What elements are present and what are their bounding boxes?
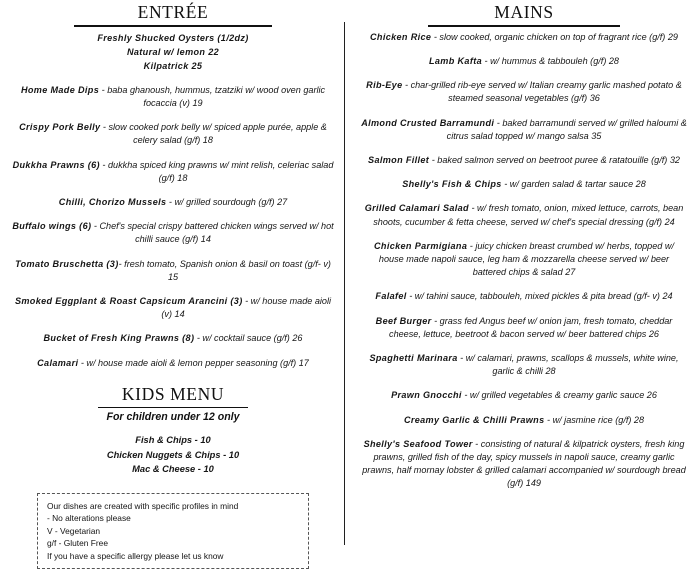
item-description: - baked salmon served on beetroot puree & ratatouille (g/f) 32 — [429, 154, 680, 165]
kids-heading-rule — [98, 407, 248, 409]
menu-item — [361, 117, 687, 143]
item-description: - w/ grilled vegetables & creamy garlic sauce 26 — [461, 390, 657, 401]
item-description: - baked barramundi served w/ grilled haloumi & citrus salad topped w/ mango salsa 35 — [446, 117, 687, 141]
dietary-note-line: - No alterations please — [47, 513, 131, 524]
kids-menu-section — [8, 384, 338, 477]
menu-item — [10, 357, 336, 370]
menu-item — [361, 389, 687, 402]
kids-heading-text: KIDS MENU — [121, 383, 225, 404]
oysters-block — [8, 31, 338, 73]
item-description: - w/ house made aioli & lemon pepper seasoning (g/f) 17 — [78, 357, 309, 368]
spacer — [8, 148, 338, 159]
oysters-title — [23, 31, 323, 45]
menu-item — [10, 258, 336, 284]
kids-item-list — [8, 433, 338, 477]
spacer — [360, 378, 688, 389]
dietary-note-box — [37, 493, 309, 569]
mains-heading-text: MAINS — [494, 2, 554, 22]
spacer — [8, 209, 338, 220]
menu-item — [361, 202, 687, 228]
item-description: - w/ house made aioli (v) 14 — [161, 295, 332, 320]
item-description: - juicy chicken breast crumbed w/ herbs, topped w/ house made napoli sauce, leg ham & mozzarella cheese served w/ beer battered chips & salad 27 — [378, 240, 674, 278]
item-name: Chicken Parmigiana — [374, 240, 468, 251]
kids-section-heading — [8, 384, 338, 409]
spacer — [360, 106, 688, 117]
menu-item — [368, 290, 680, 303]
menu-item — [361, 154, 687, 167]
oysters-option-text: Kilpatrick 25 — [143, 60, 203, 71]
spacer — [360, 143, 688, 154]
item-name: Crispy Pork Belly — [19, 122, 101, 133]
spacer — [360, 68, 688, 79]
spacer — [360, 191, 688, 202]
column-divider — [344, 22, 345, 545]
item-name: Salmon Fillet — [368, 154, 430, 165]
menu-item — [10, 295, 336, 321]
oysters-title-text: Freshly Shucked Oysters (1/2dz) — [97, 32, 249, 43]
entree-section-heading — [8, 2, 338, 27]
spacer — [360, 167, 688, 178]
kids-subtitle: For children under 12 only — [106, 411, 240, 424]
menu-item — [10, 121, 336, 147]
item-name: Home Made Dips — [20, 84, 100, 95]
oysters-option-text: Natural w/ lemon 22 — [126, 46, 220, 57]
spacer — [8, 247, 338, 258]
menu-item — [10, 220, 336, 246]
item-name: Falafel — [375, 291, 407, 302]
spacer — [360, 304, 688, 315]
spacer — [360, 341, 688, 352]
item-description: - w/ tahini sauce, tabbouleh, mixed pickles & pita bread (g/f- v) 24 — [406, 291, 673, 302]
item-name: Shelly's Seafood Tower — [363, 438, 473, 449]
item-description: - dukkha spiced king prawns w/ mint relish, celeriac salad (g/f) 18 — [99, 159, 334, 183]
spacer — [8, 321, 338, 332]
item-description: - w/ grilled sourdough (g/f) 27 — [166, 196, 288, 207]
item-description: - w/ calamari, prawns, scallops & mussels, white wine, garlic & chilli 28 — [457, 352, 679, 377]
kids-menu-item: Chicken Nuggets & Chips - 10 — [106, 449, 240, 460]
item-name: Buffalo wings (6) — [12, 221, 92, 232]
spacer — [8, 73, 338, 84]
item-description: - grass fed Angus beef w/ onion jam, fresh tomato, cheddar cheese, lettuce, beetroot & bacon served w/ beer battered chips 26 — [389, 315, 673, 339]
menu-item — [361, 79, 687, 105]
menu-item — [361, 55, 687, 68]
item-description: - w/ jasmine rice (g/f) 28 — [544, 414, 645, 425]
item-name: Prawn Gnocchi — [391, 390, 462, 401]
item-description: - consisting of natural & kilpatrick oysters, fresh king prawns, grilled fish of the day, spicy mussels in napoli sauce, creamy garlic prawns, half mornay lobster & grilled calamari accompanied w/ sourdough bread (g/f) 149 — [362, 438, 686, 489]
menu-item — [361, 352, 687, 378]
menu-item — [10, 84, 336, 110]
mains-column — [348, 0, 696, 571]
item-name: Chicken Rice — [370, 31, 432, 42]
spacer — [360, 427, 688, 438]
oysters-option — [23, 59, 323, 73]
item-description: - slow cooked pork belly w/ spiced apple purée, apple & celery salad (g/f) 18 — [100, 122, 327, 146]
item-description: - w/ cocktail sauce (g/f) 26 — [194, 333, 303, 344]
menu-item — [361, 240, 687, 280]
item-description: - slow cooked, organic chicken on top of fragrant rice (g/f) 29 — [431, 31, 678, 42]
dietary-note-line: V - Vegetarian — [47, 525, 101, 536]
item-name: Dukkha Prawns (6) — [12, 159, 100, 170]
item-name: Beef Burger — [375, 315, 432, 326]
spacer — [360, 229, 688, 240]
item-name: Calamari — [37, 357, 79, 368]
item-name: Shelly's Fish & Chips — [402, 179, 502, 190]
kids-menu-item: Mac & Cheese - 10 — [132, 464, 214, 475]
entree-heading-text: ENTRÉE — [137, 2, 209, 22]
menu-item — [10, 196, 336, 209]
item-description: - baba ghanoush, hummus, tzatziki w/ wood oven garlic focaccia (v) 19 — [99, 84, 326, 108]
menu-item — [361, 31, 687, 44]
item-name: Grilled Calamari Salad — [364, 203, 469, 214]
menu-item — [10, 332, 336, 345]
menu-item — [361, 438, 687, 491]
spacer — [8, 110, 338, 121]
item-name: Lamb Kafta — [428, 55, 483, 66]
menu-item — [361, 414, 687, 427]
item-description: - Chef's special crispy battered chicken wings served w/ hot chilli sauce (g/f) 14 — [91, 221, 334, 245]
item-description: - fresh tomato, Spanish onion & basil on toast (g/f- v) 15 — [118, 258, 331, 282]
item-description: - char-grilled rib-eye served w/ Italian creamy garlic mashed potato & steamed seasonal vegetables (g/f) 36 — [402, 80, 682, 104]
dietary-note-line: Our dishes are created with specific profiles in mind — [47, 500, 239, 511]
item-name: Creamy Garlic & Chilli Prawns — [403, 414, 545, 425]
item-name: Rib-Eye — [366, 80, 403, 91]
spacer — [360, 403, 688, 414]
dietary-note-line: g/f - Gluten Free — [47, 538, 108, 549]
mains-section-heading — [360, 2, 688, 27]
item-description: - w/ fresh tomato, onion, mixed lettuce, carrots, bean shoots, cucumber & fetta cheese, served w/ chef's special dressing (g/f) 24 — [373, 203, 684, 227]
item-description: - w/ garden salad & tartar sauce 28 — [501, 179, 646, 190]
menu-item — [361, 315, 687, 341]
menu-item — [361, 178, 687, 191]
spacer — [360, 279, 688, 290]
item-name: Chilli, Chorizo Mussels — [58, 196, 167, 207]
item-name: Tomato Bruschetta (3) — [15, 258, 119, 269]
item-name: Smoked Eggplant & Roast Capsicum Arancini (3) — [14, 295, 243, 306]
oysters-option — [23, 45, 323, 59]
item-name: Bucket of Fresh King Prawns (8) — [43, 333, 195, 344]
spacer — [360, 44, 688, 55]
item-description: - w/ hummus & tabbouleh (g/f) 28 — [482, 55, 619, 66]
spacer — [8, 346, 338, 357]
item-name: Almond Crusted Barramundi — [361, 117, 495, 128]
dietary-note-line: If you have a specific allergy please let us know — [47, 550, 224, 561]
spacer — [8, 284, 338, 295]
spacer — [8, 185, 338, 196]
kids-menu-item: Fish & Chips - 10 — [135, 435, 211, 446]
item-name: Spaghetti Marinara — [369, 352, 458, 363]
menu-item — [10, 159, 336, 185]
